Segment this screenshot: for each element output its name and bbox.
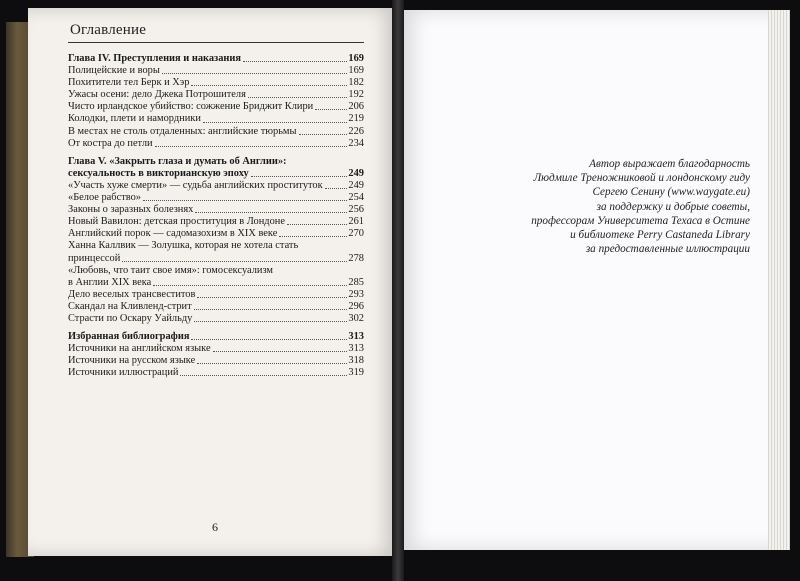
toc-title: Чисто ирландское убийство: сожжение Бриджит Клири: [68, 101, 314, 113]
toc-page-number: 226: [348, 125, 364, 137]
toc-title: Источники на русском языке: [68, 355, 196, 367]
toc-entry: [68, 301, 364, 313]
leader-dots: [195, 212, 347, 213]
leader-dots: [325, 188, 348, 189]
toc-title: «Белое рабство»: [68, 192, 141, 204]
toc-title: Источники на английском языке: [68, 343, 211, 355]
leader-dots: [287, 224, 347, 225]
toc-entry: [68, 89, 364, 101]
toc-title: сексуальность в викторианскую эпоху: [68, 167, 249, 179]
toc-page-number: 234: [348, 137, 364, 149]
toc-title: Законы о заразных болезнях: [68, 204, 194, 216]
toc-entry: [68, 204, 364, 216]
toc-chapter-heading: [68, 53, 364, 65]
toc-title: Скандал на Кливленд-стрит: [68, 300, 192, 312]
acknowledgement-line: за поддержку и добрые советы,: [596, 200, 750, 213]
toc-chapter-heading: [68, 331, 364, 343]
toc-title: «Участь хуже смерти» — судьба английских проституток: [68, 179, 323, 191]
toc-page-number: 285: [348, 276, 364, 288]
toc-entry: [68, 289, 364, 301]
toc-title: Ужасы осени: дело Джека Потрошителя: [68, 89, 246, 101]
toc-title: Полицейские и воры: [68, 65, 160, 77]
leader-dots: [143, 200, 347, 201]
running-head: Оглавление: [70, 22, 147, 38]
book-spine: [392, 0, 404, 581]
header-rule: [68, 42, 364, 43]
toc-entry: [68, 253, 364, 265]
toc-page-number: 270: [348, 228, 364, 240]
toc-title: Страсти по Оскару Уайльду: [68, 312, 193, 324]
leader-dots: [279, 236, 347, 237]
acknowledgement-line: профессорам Университета Техаса в Остине: [531, 214, 750, 227]
toc-title: Английский порок — садомазохизм в XIX веке: [68, 228, 278, 240]
toc-entry: [68, 265, 364, 277]
toc-page-number: 219: [348, 113, 364, 125]
leader-dots: [197, 297, 347, 298]
leader-dots: [243, 61, 347, 62]
toc-entry: [68, 101, 364, 113]
toc-title: Похитители тел Берк и Хэр: [68, 77, 190, 89]
toc-entry: [68, 113, 364, 125]
leader-dots: [153, 285, 347, 286]
leader-dots: [315, 109, 347, 110]
toc-entry: [68, 192, 364, 204]
leader-dots: [248, 97, 348, 98]
leader-dots: [191, 339, 347, 340]
toc-page-number: 261: [348, 216, 364, 228]
leader-dots: [194, 321, 347, 322]
toc-entry: [68, 126, 364, 138]
right-page: [398, 10, 786, 550]
acknowledgement-line: Автор выражает благодарность: [589, 158, 750, 170]
toc-page-number: 169: [348, 53, 364, 64]
toc-entry: [68, 367, 364, 379]
leader-dots: [213, 351, 348, 352]
toc-page-number: 249: [348, 167, 364, 179]
toc-page-number: 313: [348, 343, 364, 355]
acknowledgement-line: Сергею Сенину (www.waygate.eu): [592, 186, 750, 199]
toc-title: Колодки, плети и намордники: [68, 113, 201, 125]
acknowledgement-line: и библиотеке Perry Castaneda Library: [570, 229, 750, 242]
leader-dots: [197, 363, 347, 364]
acknowledgement-text: [470, 157, 750, 256]
toc-title: Источники иллюстраций: [68, 367, 179, 379]
toc-page-number: 318: [348, 355, 364, 367]
toc-title: Избранная библиография: [68, 331, 190, 343]
leader-dots: [251, 176, 348, 177]
toc-page-number: 278: [348, 252, 364, 264]
toc-page-number: 254: [348, 192, 364, 204]
leader-dots: [180, 375, 347, 376]
page-stack-edge: [768, 10, 790, 550]
toc-chapter-heading: [68, 168, 364, 180]
leader-dots: [155, 146, 348, 147]
toc-page-number: 256: [348, 204, 364, 216]
toc-page-number: 313: [348, 331, 364, 343]
toc-entry: [68, 138, 364, 150]
table-of-contents: [68, 53, 364, 379]
toc-page-number: 182: [348, 77, 364, 89]
toc-page-number: 302: [348, 312, 364, 324]
toc-title: принцессой: [68, 252, 121, 264]
toc-page-number: 293: [348, 288, 364, 300]
toc-title: В местах не столь отдаленных: английские тюрьмы: [68, 125, 297, 137]
leader-dots: [162, 73, 348, 74]
toc-chapter-heading: [68, 156, 364, 168]
leader-dots: [194, 309, 348, 310]
toc-page-number: 319: [348, 367, 364, 379]
toc-entry: [68, 216, 364, 228]
toc-entry: [68, 65, 364, 77]
toc-title: Новый Вавилон: детская проституция в Лондоне: [68, 216, 285, 228]
toc-entry: [68, 77, 364, 89]
toc-page-number: 206: [348, 101, 364, 113]
leader-dots: [191, 85, 347, 86]
toc-page-number: 249: [348, 179, 364, 191]
toc-title: Глава V. «Закрыть глаза и думать об Англии»:: [68, 155, 287, 167]
toc-title: Дело веселых трансвеститов: [68, 288, 196, 300]
toc-title: Ханна Каллвик — Золушка, которая не хотела стать: [68, 240, 299, 252]
toc-entry: [68, 240, 364, 252]
toc-page-number: 192: [348, 89, 364, 101]
page-number: 6: [212, 520, 218, 534]
toc-entry: [68, 355, 364, 367]
leader-dots: [122, 261, 347, 262]
toc-title: От костра до петли: [68, 137, 153, 149]
toc-entry: [68, 343, 364, 355]
toc-title: «Любовь, что таит свое имя»: гомосексуализм: [68, 264, 273, 276]
toc-entry: [68, 228, 364, 240]
acknowledgement-line: Людмиле Треножниковой и лондонскому гиду: [533, 172, 750, 185]
toc-entry: [68, 313, 364, 325]
toc-entry: [68, 180, 364, 192]
toc-title: Глава IV. Преступления и наказания: [68, 53, 242, 64]
acknowledgement-line: за предоставленные иллюстрации: [585, 243, 750, 256]
leader-dots: [299, 134, 348, 135]
toc-entry: [68, 277, 364, 289]
toc-page-number: 296: [348, 300, 364, 312]
toc-page-number: 169: [348, 65, 364, 77]
toc-title: в Англии XIX века: [68, 276, 152, 288]
leader-dots: [203, 122, 348, 123]
